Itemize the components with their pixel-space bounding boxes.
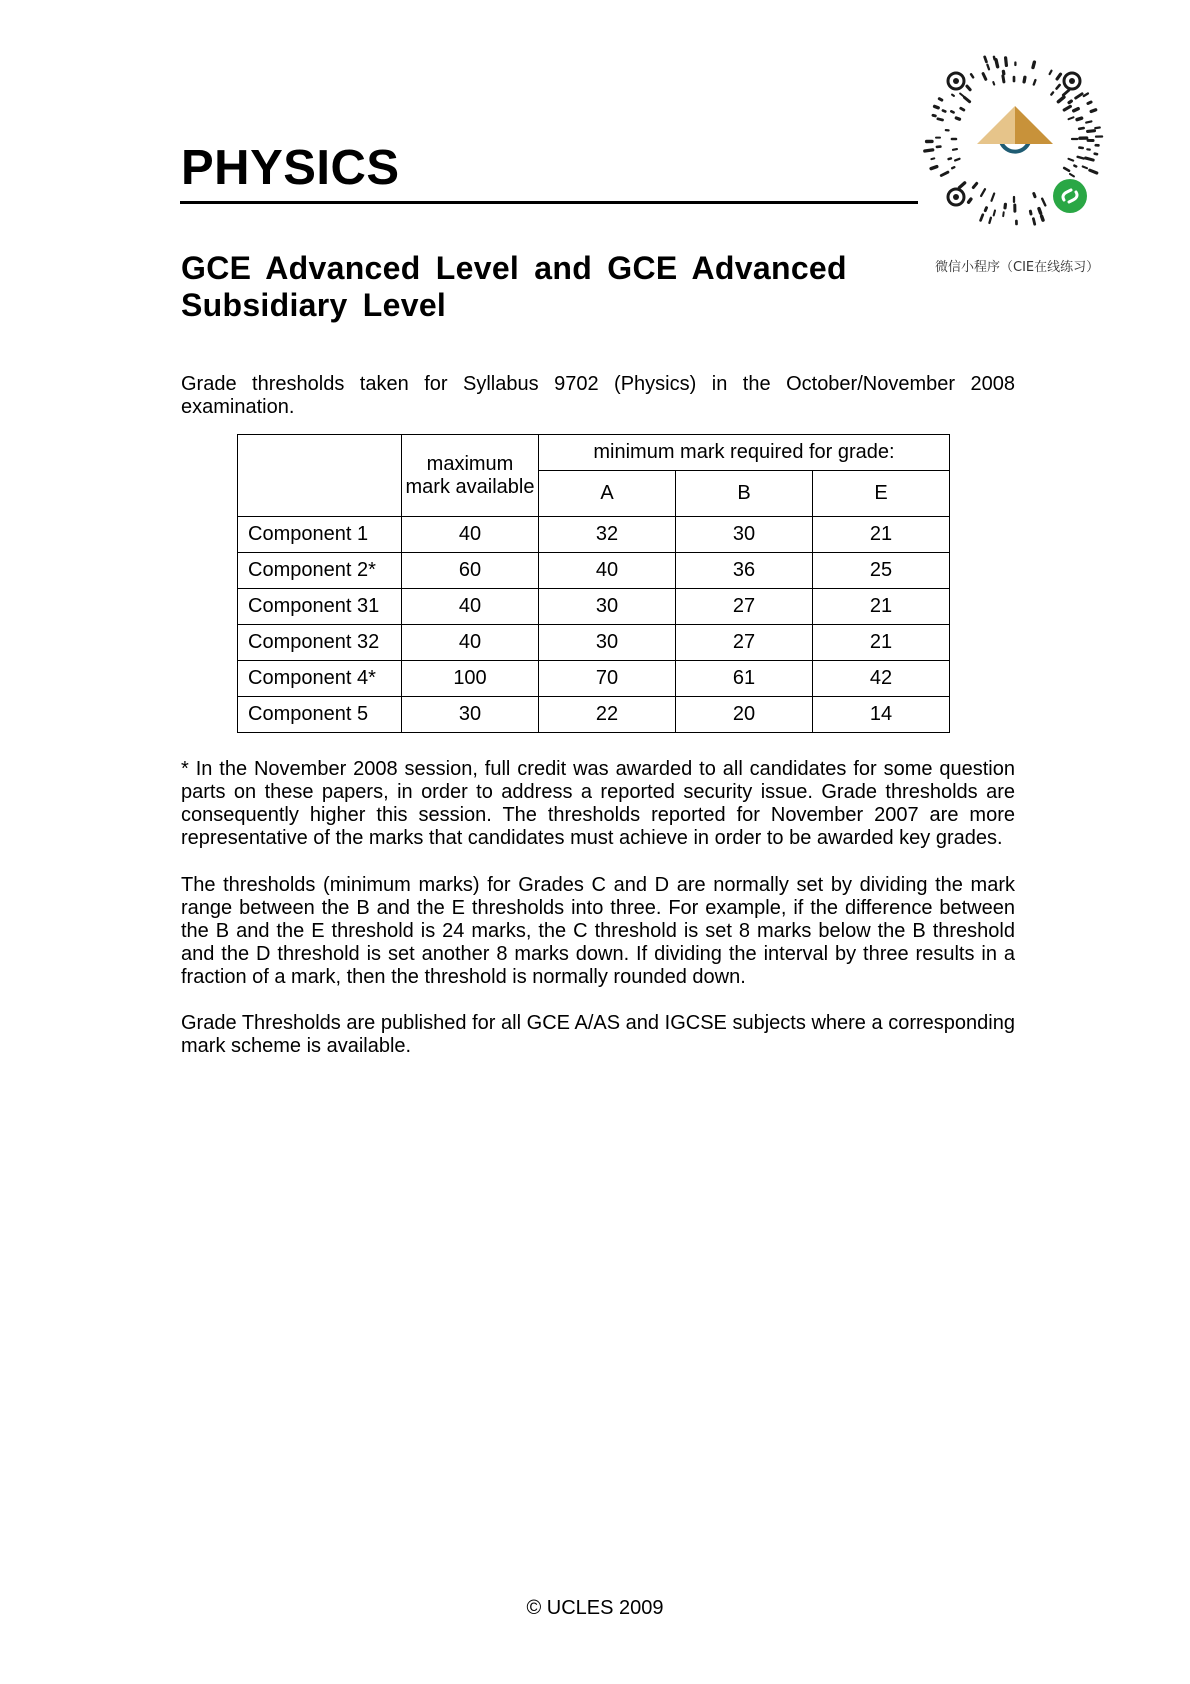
table-row (238, 553, 950, 589)
max-mark-cell: 100 (402, 661, 539, 697)
blank-header-cell (238, 435, 402, 517)
grade-e-cell: 14 (813, 697, 950, 733)
component-cell: Component 31 (238, 589, 402, 625)
security-note-paragraph: * In the November 2008 session, full credit was awarded to all candidates for some question parts on these papers, in order to address a reported security issue. Grade thresholds are consequently higher this session. The thresholds reported for November 2007 are more representative of the marks that candidates must achieve in order to be awarded key grades. (181, 758, 1015, 849)
grade-thresholds-table (237, 434, 950, 733)
grade-b-cell: 61 (676, 661, 813, 697)
table-row (238, 661, 950, 697)
title-rule (180, 201, 918, 204)
component-cell: Component 1 (238, 517, 402, 553)
table-row (238, 589, 950, 625)
grade-b-cell: 27 (676, 589, 813, 625)
table-row (238, 517, 950, 553)
grade-e-cell: 21 (813, 589, 950, 625)
grade-a-header: A (539, 471, 676, 517)
grade-b-header: B (676, 471, 813, 517)
grade-a-cell: 40 (539, 553, 676, 589)
grade-e-cell: 25 (813, 553, 950, 589)
grade-e-cell: 21 (813, 517, 950, 553)
grade-b-cell: 27 (676, 625, 813, 661)
max-mark-cell: 30 (402, 697, 539, 733)
max-mark-header: maximum mark available (402, 435, 539, 517)
max-mark-cell: 40 (402, 625, 539, 661)
min-mark-header: minimum mark required for grade: (539, 435, 950, 471)
grade-a-cell: 70 (539, 661, 676, 697)
table-row (238, 625, 950, 661)
page-title: PHYSICS (181, 141, 400, 195)
copyright-footer: © UCLES 2009 (526, 1597, 664, 1619)
grade-a-cell: 22 (539, 697, 676, 733)
max-mark-cell: 40 (402, 589, 539, 625)
component-cell: Component 4* (238, 661, 402, 697)
grade-e-header: E (813, 471, 950, 517)
publication-note-paragraph: Grade Thresholds are published for all GCE A/AS and IGCSE subjects where a corresponding mark scheme is available. (181, 1012, 1015, 1057)
grade-e-cell: 42 (813, 661, 950, 697)
grade-b-cell: 20 (676, 697, 813, 733)
grade-b-cell: 36 (676, 553, 813, 589)
grade-a-cell: 32 (539, 517, 676, 553)
grade-a-cell: 30 (539, 589, 676, 625)
max-mark-cell: 40 (402, 517, 539, 553)
page-subtitle: GCE Advanced Level and GCE Advanced Subsidiary Level (181, 250, 847, 323)
component-cell: Component 2* (238, 553, 402, 589)
component-cell: Component 32 (238, 625, 402, 661)
grade-a-cell: 30 (539, 625, 676, 661)
component-cell: Component 5 (238, 697, 402, 733)
grade-e-cell: 21 (813, 625, 950, 661)
grade-b-cell: 30 (676, 517, 813, 553)
max-mark-cell: 60 (402, 553, 539, 589)
qr-code-icon (923, 48, 1105, 230)
qr-caption: 微信小程序（CIE在线练习） (935, 260, 1100, 275)
intro-paragraph: Grade thresholds taken for Syllabus 9702 (Physics) in the October/November 2008 examination. (181, 373, 1015, 418)
grade-c-d-note-paragraph: The thresholds (minimum marks) for Grades C and D are normally set by dividing the mark range between the B and the E thresholds into three. For example, if the difference between the B and the E threshold is 24 marks, the C threshold is set 8 marks below the B threshold and the D threshold is set another 8 marks down. If dividing the interval by three results in a fraction of a mark, then the threshold is normally rounded down. (181, 874, 1015, 988)
table-row (238, 697, 950, 733)
